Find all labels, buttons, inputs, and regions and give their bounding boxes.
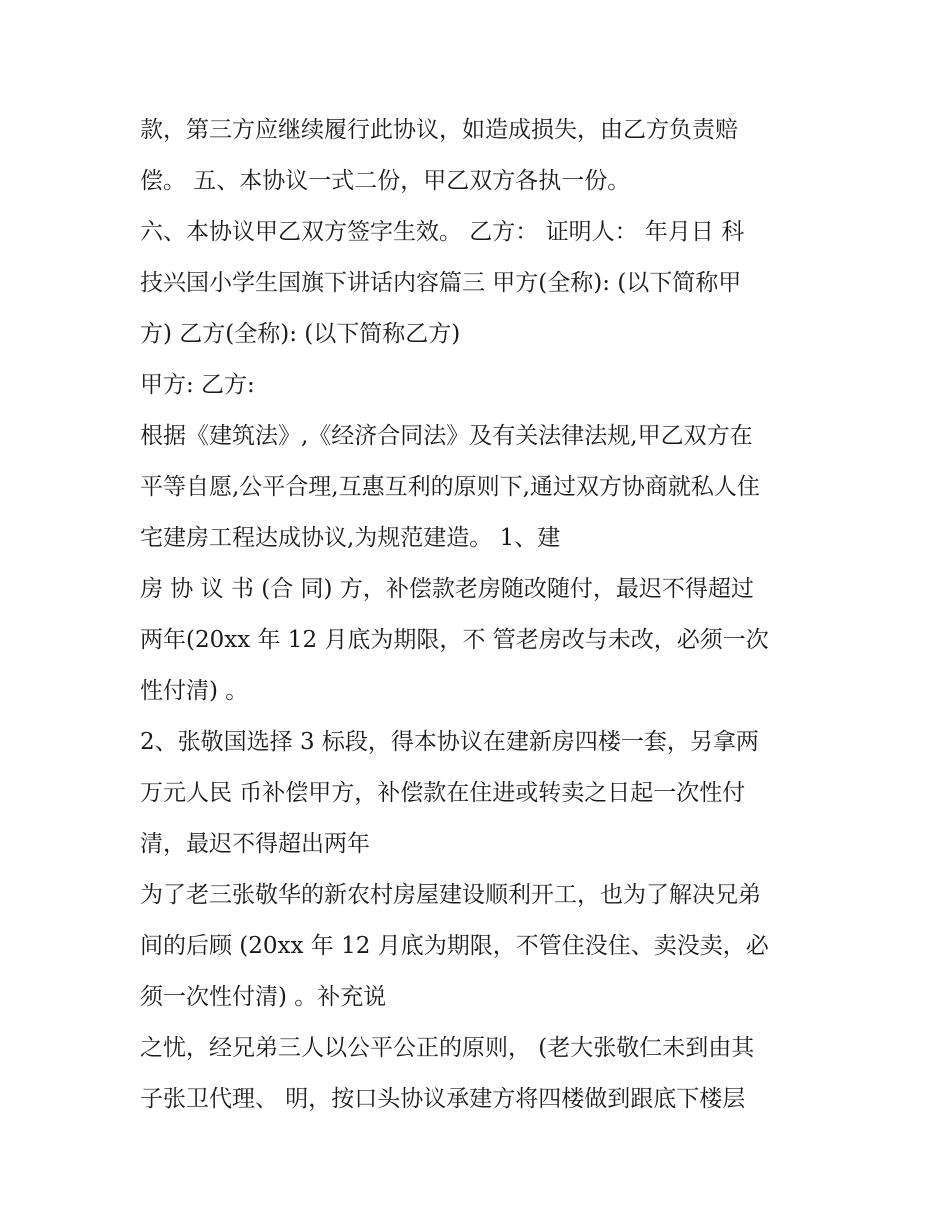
text-line: 偿。 五、本协议一式二份，甲乙双方各执一份。 [140, 168, 631, 194]
text-line: 技兴国小学生国旗下讲话内容篇三 甲方(全称): (以下简称甲 [140, 270, 742, 296]
text-line: 须一次性付清) 。补充说 [140, 984, 387, 1010]
text-line: 方) 乙方(全称): (以下简称乙方) [140, 321, 461, 347]
text-line: 万元人民 币补偿甲方，补偿款在住进或转卖之日起一次性付 [140, 780, 746, 806]
text-line: 性付清) 。 [140, 678, 249, 704]
text-line: 甲方: 乙方: [140, 372, 255, 398]
text-line: 2、张敬国选择 3 标段，得本协议在建新房四楼一套，另拿两 [140, 729, 759, 755]
text-line: 平等自愿,公平合理,互惠互利的原则下,通过双方协商就私人住 [140, 474, 760, 500]
text-line: 之忧，经兄弟三人以公平公正的原则， (老大张敬仁未到由其 [140, 1035, 755, 1061]
text-line: 为了老三张敬华的新农村房屋建设顺利开工，也为了解决兄弟 [140, 882, 761, 908]
text-line: 清，最迟不得超出两年 [140, 831, 370, 857]
text-line: 子张卫代理、 明，按口头协议承建方将四楼做到跟底下楼层 [140, 1086, 746, 1112]
text-line: 根据《建筑法》,《经济合同法》及有关法律法规,甲乙双方在 [140, 423, 753, 449]
text-line: 间的后顾 (20xx 年 12 月底为期限，不管住没住、卖没卖，必 [140, 933, 769, 959]
text-line: 六、本协议甲乙双方签字生效。 乙方： 证明人： 年月日 科 [140, 219, 745, 245]
document-body [140, 108, 820, 1128]
text-line: 两年(20xx 年 12 月底为期限，不 管老房改与未改，必须一次 [140, 627, 769, 653]
text-line: 宅建房工程达成协议,为规范建造。 1、建 [140, 525, 561, 551]
text-line: 款，第三方应继续履行此协议，如造成损失，由乙方负责赔 [140, 117, 738, 143]
text-line: 房 协 议 书 (合 同) 方，补偿款老房随改随付，最迟不得超过 [140, 576, 754, 602]
